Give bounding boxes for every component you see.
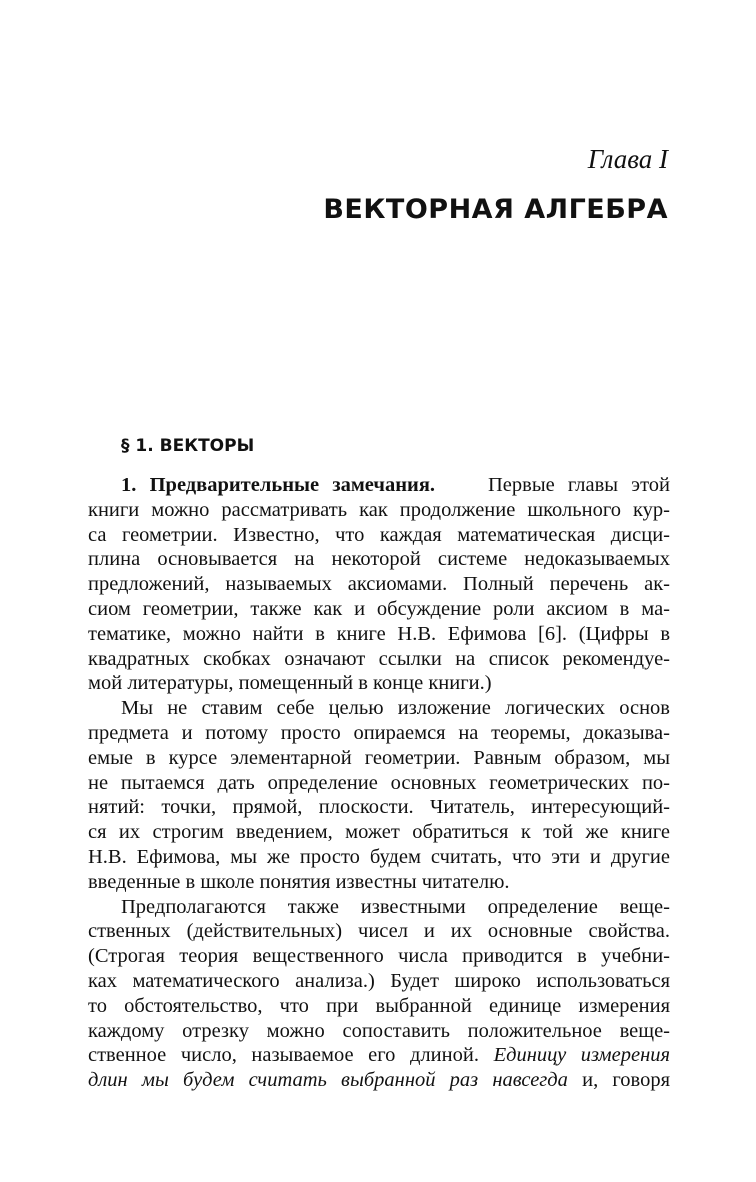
text-line xyxy=(88,1068,670,1093)
text-line: Предполагаются также известными определение веще- xyxy=(121,895,670,918)
text-line: ках математического анализа.) Будет широко использоваться xyxy=(88,969,670,992)
subsection-heading: 1. Предварительные замечания. xyxy=(121,474,436,496)
italic-emphasis: длин мы будем считать выбранной раз навсегда xyxy=(88,1069,568,1092)
text-line: ственных (действительных) чисел и их основные свойства. xyxy=(88,920,670,943)
text-line: мой литературы, помещенный в конце книги.) xyxy=(88,672,492,695)
text-line: Н.В. Ефимова, мы же просто будем считать, что эти и другие xyxy=(88,845,670,868)
text-line: Мы не ставим себе целью изложение логических основ xyxy=(121,697,670,720)
paragraph-3 xyxy=(88,895,670,1093)
text-line-fragment: Первые главы этой xyxy=(487,474,671,496)
text-line: нятий: точки, прямой, плоскости. Читатель, интересующий- xyxy=(88,796,670,819)
paragraph-1 xyxy=(88,473,670,696)
chapter-label: Глава I xyxy=(587,144,668,174)
text-line: емые в курсе элементарной геометрии. Равным образом, мы xyxy=(88,746,670,769)
text-line-fragment: ственное число, называемое его длиной. xyxy=(88,1044,479,1067)
chapter-title: ВЕКТОРНАЯ АЛГЕБРА xyxy=(323,194,668,225)
italic-emphasis: Единицу измерения xyxy=(493,1044,671,1067)
text-line: каждому отрезку можно сопоставить положительное веще- xyxy=(88,1019,670,1042)
text-line: ся их строгим введением, может обратиться к той же книге xyxy=(88,821,670,844)
text-line: предмета и потому просто опираемся на теоремы, доказыва- xyxy=(88,721,670,744)
body-text xyxy=(88,473,670,1093)
text-line: (Строгая теория вещественного числа приводится в учебни- xyxy=(88,945,670,968)
paragraph-2 xyxy=(88,696,670,894)
text-line: плина основывается на некоторой системе недоказываемых xyxy=(88,548,670,571)
text-line: не пытаемся дать определение основных геометрических по- xyxy=(88,771,670,794)
text-line: то обстоятельство, что при выбранной единице измерения xyxy=(88,994,670,1017)
text-line: сиом геометрии, также как и обсуждение роли аксиом в ма- xyxy=(88,597,670,620)
text-line: квадратных скобках означают ссылки на список рекомендуе- xyxy=(88,647,670,670)
text-line: введенные в школе понятия известны читателю. xyxy=(88,870,510,893)
text-line-fragment: и, говоря xyxy=(582,1069,671,1092)
text-line: тематике, можно найти в книге Н.В. Ефимова [6]. (Цифры в xyxy=(88,622,670,645)
text-line: са геометрии. Известно, что каждая математическая дисци- xyxy=(88,523,670,546)
text-line: предложений, называемых аксиомами. Полный перечень ак- xyxy=(88,573,670,596)
text-line xyxy=(88,473,670,498)
section-title: § 1. ВЕКТОРЫ xyxy=(121,436,255,456)
text-line xyxy=(88,1043,670,1068)
text-line: книги можно рассматривать как продолжение школьного кур- xyxy=(88,498,670,521)
